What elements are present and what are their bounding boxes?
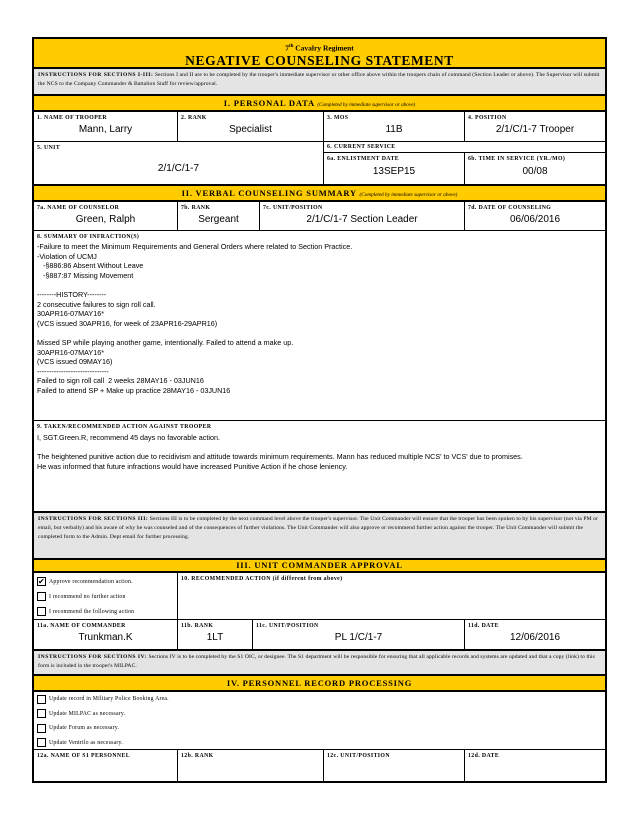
checkbox-icon[interactable]	[37, 695, 46, 704]
option-label: Approve recommendation action.	[49, 578, 133, 585]
instructions-text: Sections III is to be completed by the next command level above the trooper's supervisor. The Unit Commander will ensure that the trooper has been spoken to by his supervisor (not via PM or email, but verbally) and his aware of why he was counseled and of the consequences of further violations. The Unit Commander will also approve or recommend further action against the trooper. The Unit Commander will submit the completed form to the Admin. Dept email for further processing.	[38, 516, 599, 540]
action-text	[34, 431, 605, 472]
field-value	[34, 760, 177, 764]
section-3-header	[34, 560, 605, 573]
counseling-date-field[interactable]	[465, 202, 605, 230]
field-value: Trunkman.K	[78, 632, 133, 643]
action-line: I, SGT.Green.R, recommend 45 days no favorable action.	[37, 433, 220, 442]
trooper-rank-field[interactable]	[178, 112, 324, 141]
field-value: 12/06/2016	[509, 632, 561, 643]
option-label: Update Ventrilo as necessary.	[49, 739, 123, 746]
checkbox-icon[interactable]	[37, 592, 46, 601]
field-label: 7a. NAME OF COUNSELOR	[37, 205, 120, 211]
page-title: NEGATIVE COUNSELING STATEMENT	[185, 52, 454, 68]
recommended-action-alt-field[interactable]	[178, 573, 605, 619]
field-label: 11d. DATE	[468, 623, 499, 629]
regiment-ordinal: th	[288, 44, 294, 49]
following-action-option[interactable]	[34, 604, 177, 619]
option-label: I recommend the following action	[49, 608, 135, 615]
counselor-rank-field[interactable]	[178, 202, 260, 230]
form-title-band	[34, 39, 605, 69]
option-label: I recommend no further action	[49, 593, 126, 600]
counselor-row	[34, 202, 605, 231]
infraction-line: -Violation of UCMJ	[37, 251, 97, 261]
field-label: 12a. NAME OF S1 PERSONNEL	[37, 753, 131, 759]
checkbox-icon[interactable]	[37, 738, 46, 747]
field-label: 6b. TIME IN SERVICE (YR./MO)	[468, 156, 566, 162]
section-4-header	[34, 676, 605, 692]
infraction-line: -§886:86 Absent Without Leave	[37, 261, 144, 271]
field-label: 8. SUMMARY OF INFRACTION(S)	[37, 234, 140, 240]
field-value: Green, Ralph	[75, 214, 136, 225]
action-line	[37, 443, 602, 453]
s1-date-field[interactable]	[465, 750, 605, 781]
instructions-section-3	[34, 513, 605, 560]
regiment-suffix: Cavalry Regiment	[295, 43, 354, 53]
field-value	[178, 760, 323, 764]
field-label: 11c. UNIT/POSITION	[256, 623, 319, 629]
commander-unit-field[interactable]	[253, 620, 465, 649]
field-value: 2/1/C/1-7 Trooper	[495, 124, 575, 135]
section-1-header	[34, 96, 605, 112]
update-forum-option[interactable]	[34, 721, 605, 736]
personal-data-row-1	[34, 112, 605, 142]
commander-row	[34, 620, 605, 651]
current-service-header	[324, 142, 605, 153]
field-label: 1. NAME OF TROOPER	[37, 115, 108, 121]
trooper-name-field[interactable]	[34, 112, 178, 141]
trooper-mos-field[interactable]	[324, 112, 465, 141]
checkbox-icon[interactable]	[37, 724, 46, 733]
s1-unit-field[interactable]	[324, 750, 465, 781]
s1-rank-field[interactable]	[178, 750, 324, 781]
history-heading: --------HISTORY--------	[37, 289, 107, 299]
field-value: Specialist	[229, 124, 272, 135]
action-line: He was informed that future infractions would have increased Punitive Action if he chose leniency.	[37, 461, 348, 471]
infraction-line: -§887:87 Missing Movement	[37, 270, 134, 280]
section-2-header	[34, 186, 605, 202]
infractions-text	[34, 241, 605, 397]
checkbox-icon[interactable]	[37, 607, 46, 616]
commander-approval-row	[34, 573, 605, 620]
enlistment-date-field[interactable]	[324, 153, 465, 184]
infraction-line: 30APR16-07MAY16*	[37, 347, 104, 357]
field-label: 12b. RANK	[181, 753, 214, 759]
recommended-action-field[interactable]	[34, 421, 605, 513]
update-mp-booking-option[interactable]	[34, 692, 605, 707]
no-further-action-option[interactable]	[34, 589, 177, 604]
s1-name-field[interactable]	[34, 750, 178, 781]
instructions-text: Sections IV is to be completed by the S1 OIC, or designee. The S1 department will be responsible for ensuring that all applicable records and systems are updated and that a copy (link) to this form is included in the trooper's MILPAC.	[38, 654, 595, 669]
negative-counseling-form	[32, 37, 607, 783]
field-value: 11B	[385, 124, 403, 135]
checkbox-icon[interactable]	[37, 709, 46, 718]
field-value: Mann, Larry	[78, 124, 133, 135]
field-label: 10. RECOMMENDED ACTION (if different from above)	[181, 576, 343, 582]
section-note: (Completed by immediate supervisor or above)	[359, 192, 458, 198]
field-label: 7c. UNIT/POSITION	[263, 205, 323, 211]
infraction-line	[37, 280, 602, 290]
regiment-name	[34, 39, 605, 53]
instructions-sections-1-2	[34, 69, 605, 96]
infractions-summary-field[interactable]	[34, 231, 605, 421]
infraction-line: (VCS issued 09MAY16)	[37, 357, 113, 367]
infraction-line: 2 consecutive failures to sign roll call.	[37, 299, 156, 309]
section-title: IV. PERSONNEL RECORD PROCESSING	[226, 678, 413, 688]
field-value	[178, 583, 605, 587]
infraction-line: -Failure to meet the Minimum Requirements and General Orders where related to Section Practice.	[37, 242, 353, 251]
field-label: 9. TAKEN/RECOMMENDED ACTION AGAINST TROOPER	[37, 424, 212, 430]
infraction-line: Missed SP while playing another game, intentionally. Failed to attend a make up.	[37, 337, 294, 347]
field-label: 3. MOS	[327, 115, 349, 121]
approval-options	[34, 573, 178, 619]
field-label: 11b. RANK	[181, 623, 214, 629]
section-title: III. UNIT COMMANDER APPROVAL	[236, 560, 403, 570]
field-value	[465, 760, 605, 764]
field-value: 00/08	[522, 166, 548, 177]
field-value: 1LT	[206, 632, 224, 643]
approve-recommendation-option[interactable]	[34, 574, 177, 589]
field-value: 06/06/2016	[509, 214, 561, 225]
infraction-line: 30APR16-07MAY16*	[37, 309, 104, 319]
instructions-text: Sections I and II are to be completed by the trooper's immediate supervisor or other office above within the troopers chain of command (Section Leader or above). The Supervisor will submit the NCS to the Company Commander & Battalion Staff for review/approval.	[38, 72, 600, 87]
checkbox-checked-icon[interactable]: ✔	[38, 577, 45, 586]
section-title: II. VERBAL COUNSELING SUMMARY	[181, 188, 357, 198]
option-label: Update record in Military Police Booking Area.	[49, 696, 169, 703]
commander-date-field[interactable]	[465, 620, 605, 649]
instructions-section-4	[34, 651, 605, 676]
section-title: I. PERSONAL DATA	[223, 98, 315, 108]
field-value: Sergeant	[198, 214, 239, 225]
section-note: (Completed by immediate supervisor or above)	[317, 102, 416, 108]
field-label: 11a. NAME OF COMMANDER	[37, 623, 126, 629]
field-value: PL 1/C/1-7	[334, 632, 383, 643]
trooper-unit-field[interactable]	[34, 142, 324, 184]
instructions-label: INSTRUCTIONS FOR SECTIONS III:	[38, 516, 149, 522]
record-processing-options	[34, 692, 605, 750]
field-value: 2/1/C/1-7 Section Leader	[306, 214, 418, 225]
update-ventrilo-option[interactable]	[34, 736, 605, 751]
field-label: 5. UNIT	[37, 145, 61, 151]
regiment-number: 7	[285, 43, 289, 53]
trooper-position-field[interactable]	[465, 112, 605, 141]
action-line: The heightened punitive action due to recidivism and attitude towards minimum requirements. Mann has reduced multiple NCS' to VCS' due to promises.	[37, 452, 523, 462]
field-label: 2. RANK	[181, 115, 207, 121]
field-label: 4. POSITION	[468, 115, 507, 121]
counselor-name-field[interactable]	[34, 202, 178, 230]
field-value: 2/1/C/1-7	[157, 163, 200, 174]
field-value	[324, 760, 464, 764]
field-label: 12d. DATE	[468, 753, 500, 759]
commander-rank-field[interactable]	[178, 620, 253, 649]
field-label: 7b. RANK	[181, 205, 211, 211]
time-in-service-field[interactable]	[465, 153, 605, 184]
field-label: 12c. UNIT/POSITION	[327, 753, 390, 759]
field-value: 13SEP15	[372, 166, 416, 177]
infraction-line	[37, 328, 602, 338]
field-label: 7d. DATE OF COUNSELING	[468, 205, 552, 211]
s1-personnel-row	[34, 750, 605, 781]
instructions-label: INSTRUCTIONS FOR SECTIONS IV:	[38, 654, 147, 660]
commander-name-field[interactable]	[34, 620, 178, 649]
counselor-unit-field[interactable]	[260, 202, 465, 230]
field-label: 6a. ENLISTMENT DATE	[327, 156, 399, 162]
instructions-label: INSTRUCTIONS FOR SECTIONS I-III:	[38, 72, 154, 78]
option-label: Update MILPAC as necessary.	[49, 710, 126, 717]
infraction-line: Failed to attend SP + Make up practice 28MAY16 - 03JUN16	[37, 385, 231, 395]
option-label: Update Forum as necessary.	[49, 725, 120, 732]
field-label: 6. CURRENT SERVICE	[327, 144, 396, 150]
update-milpac-option[interactable]	[34, 707, 605, 722]
personal-data-row-2	[34, 142, 605, 186]
infraction-line: (VCS issued 30APR16, for week of 23APR16-29APR16)	[37, 318, 218, 328]
infraction-line: Failed to sign roll call 2 weeks 28MAY16 - 03JUN16	[37, 376, 204, 386]
separator-line: ------------------------------	[37, 366, 109, 376]
